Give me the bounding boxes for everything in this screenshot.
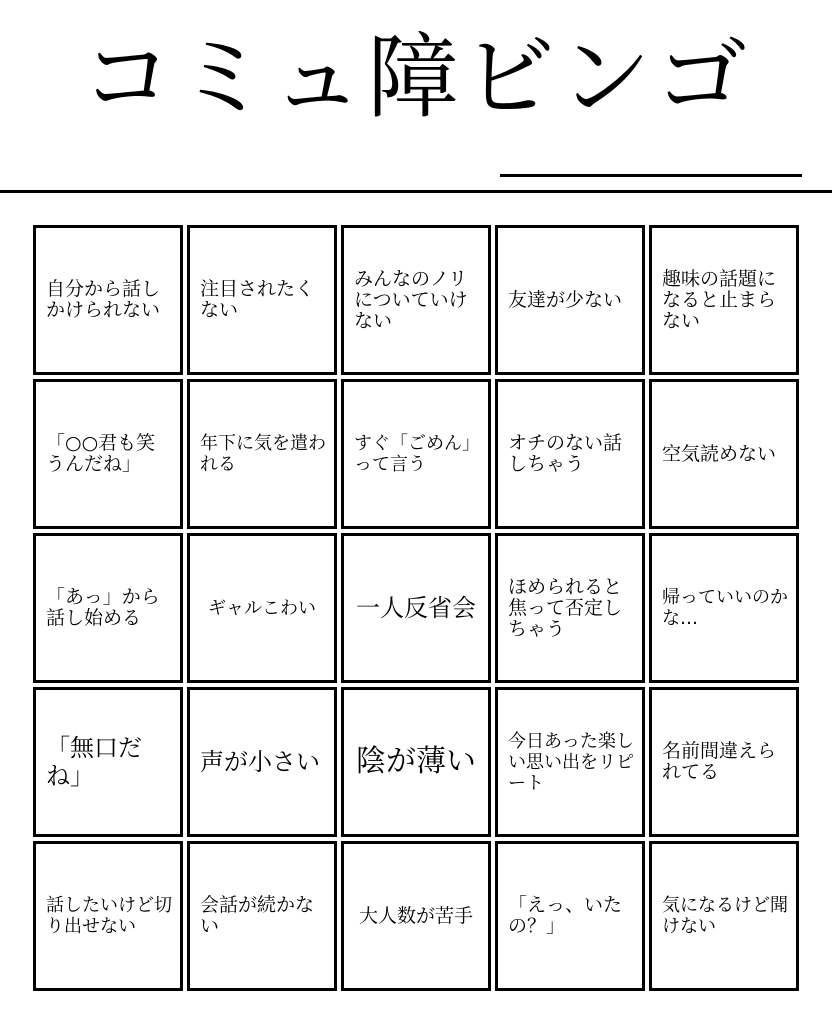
bingo-cell[interactable] <box>495 225 645 375</box>
bingo-cell-free[interactable] <box>341 533 491 683</box>
bingo-cell-text: 今日あった楽しい思い出をリピート <box>508 730 634 794</box>
bingo-cell-text: 注目されたくない <box>200 278 315 321</box>
bingo-cell[interactable] <box>341 841 491 991</box>
bingo-cell[interactable] <box>649 225 799 375</box>
bingo-cell[interactable] <box>341 687 491 837</box>
bingo-cell-text: オチのない話しちゃう <box>508 432 623 475</box>
name-write-line <box>500 174 802 177</box>
bingo-cell[interactable] <box>649 533 799 683</box>
bingo-cell[interactable] <box>187 687 337 837</box>
bingo-cell-text: 大人数が苦手 <box>358 904 473 927</box>
bingo-cell[interactable] <box>649 687 799 837</box>
bingo-cell-text: 年下に気を遣われる <box>200 433 326 475</box>
bingo-cell-text: 陰が薄い <box>356 744 476 779</box>
bingo-cell[interactable] <box>33 379 183 529</box>
bingo-cell[interactable] <box>495 841 645 991</box>
bingo-cell[interactable] <box>33 225 183 375</box>
bingo-cell-text: 話したいけど切り出せない <box>46 895 172 937</box>
bingo-cell[interactable] <box>187 533 337 683</box>
bingo-cell[interactable] <box>187 225 337 375</box>
page-title: コミュ障ビンゴ <box>80 24 752 131</box>
bingo-cell-text: 空気読めない <box>662 442 777 465</box>
bingo-cell-text: ほめられると焦って否定しちゃう <box>508 575 623 640</box>
bingo-cell-text: 声が小さい <box>200 748 320 776</box>
bingo-cell-text: 会話が続かない <box>200 894 315 937</box>
bingo-cell-text: 名前間違えられてる <box>662 740 777 783</box>
bingo-cell-text: 「無口だね」 <box>46 734 142 790</box>
bingo-cell-text: 自分から話しかけられない <box>46 278 161 321</box>
bingo-cell[interactable] <box>341 379 491 529</box>
bingo-cell-text: 帰っていいのかな… <box>662 587 788 629</box>
bingo-cell[interactable] <box>33 841 183 991</box>
bingo-cell-text: 「えっ、いたの？」 <box>508 894 623 937</box>
bingo-cell-text: 「○○君も笑うんだね」 <box>46 432 156 475</box>
bingo-cell-text: 友達が少ない <box>508 288 623 311</box>
bingo-cell[interactable] <box>187 841 337 991</box>
bingo-cell-text: 気になるけど聞けない <box>662 895 788 937</box>
bingo-cell-text: 趣味の話題になると止まらない <box>662 267 777 332</box>
bingo-cell[interactable] <box>187 379 337 529</box>
bingo-cell[interactable] <box>495 533 645 683</box>
bingo-cell-text: 一人反省会 <box>356 594 476 622</box>
bingo-cell-text: すぐ「ごめん」って言う <box>354 433 480 475</box>
bingo-cell-text: みんなのノリについていけない <box>354 267 468 332</box>
header-divider <box>0 190 832 193</box>
bingo-cell-text: 「あっ」から話し始める <box>46 586 160 629</box>
bingo-cell[interactable] <box>495 379 645 529</box>
bingo-grid <box>33 225 799 991</box>
bingo-cell[interactable] <box>649 841 799 991</box>
bingo-cell[interactable] <box>495 687 645 837</box>
bingo-cell[interactable] <box>649 379 799 529</box>
bingo-cell-text: ギャルこわい <box>208 597 316 619</box>
bingo-cell[interactable] <box>341 225 491 375</box>
bingo-cell[interactable] <box>33 533 183 683</box>
bingo-cell[interactable] <box>33 687 183 837</box>
